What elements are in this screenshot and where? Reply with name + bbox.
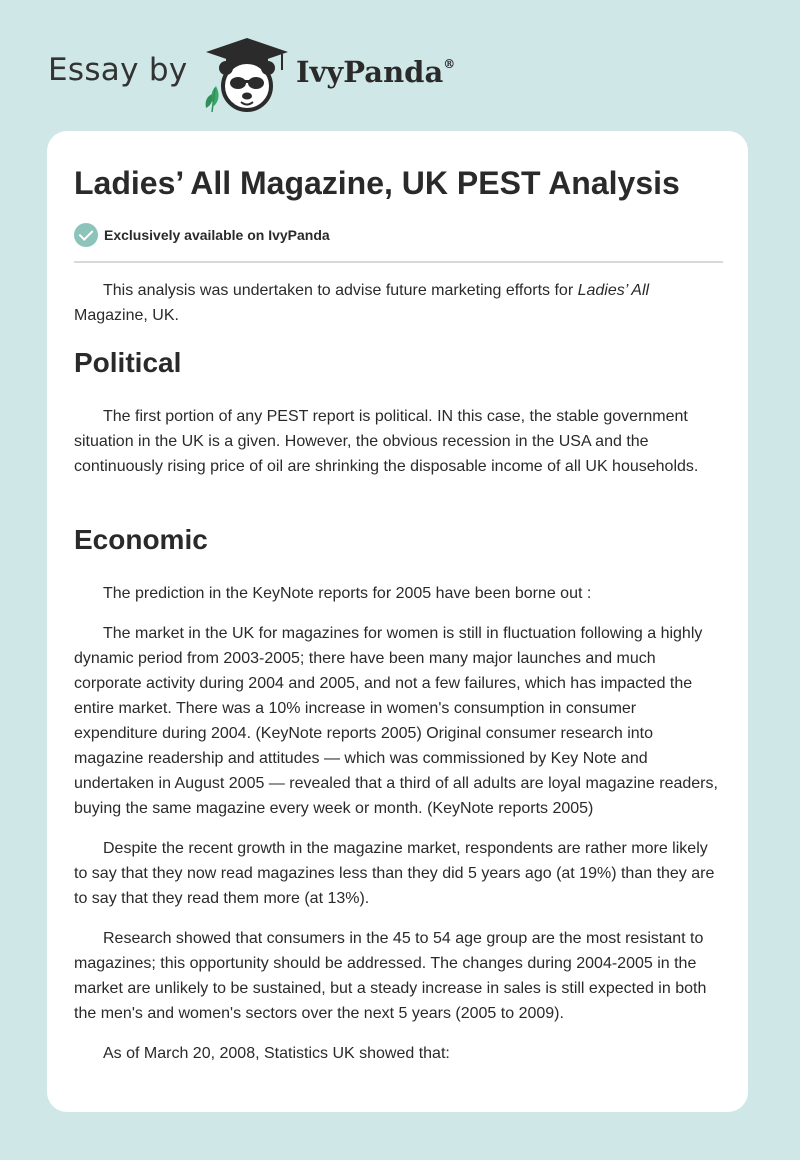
ivypanda-brand[interactable]: IvyPanda® bbox=[296, 55, 456, 89]
paragraph: As of March 20, 2008, Statistics UK showed that: bbox=[103, 1045, 450, 1062]
paragraph: The market in the UK for magazines for women is still in fluctuation following a highly dynamic period from 2003-2005; there have been many major launches and much corporate activity during 2004 and 2005, and not a few failures, which has impacted the entire market. There was a 10% increase in women's consumption in consumer expenditure during 2004. (KeyNote reports 2005) Original consumer research into magazine readership and attitudes — which was commissioned by Key Note and undertaken in August 2005 — revealed that a third of all adults are loyal magazine readers, buying the same magazine every week or month. (KeyNote reports 2005) bbox=[74, 625, 718, 817]
paragraph: Despite the recent growth in the magazine market, respondents are rather more likely to say that they now read magazines less than they did 5 years ago (at 19%) than they are to say that they read them more (at 13%). bbox=[74, 840, 715, 907]
registered-mark: ® bbox=[443, 57, 456, 71]
page-title: Ladies’ All Magazine, UK PEST Analysis bbox=[74, 165, 680, 201]
check-circle-icon bbox=[74, 223, 98, 247]
badge-label: Exclusively available on IvyPanda bbox=[104, 227, 330, 243]
article-card bbox=[47, 131, 748, 1112]
section-heading-economic: Economic bbox=[74, 524, 208, 555]
intro-paragraph: This analysis was undertaken to advise future marketing efforts for Ladies’ All Magazine, UK. bbox=[74, 282, 650, 324]
exclusive-badge bbox=[74, 222, 330, 248]
intro-block bbox=[74, 278, 724, 343]
paragraph: The first portion of any PEST report is political. IN this case, the stable government situation in the UK is a given. However, the obvious recession in the USA and the continuously rising price of oil are shrinking the disposable income of all UK households. bbox=[74, 408, 699, 475]
political-body bbox=[74, 404, 724, 494]
paragraph: The prediction in the KeyNote reports for 2005 have been borne out : bbox=[103, 585, 592, 602]
magazine-name: Ladies’ All bbox=[577, 282, 650, 299]
economic-body bbox=[74, 581, 724, 1081]
paragraph: Research showed that consumers in the 45 to 54 age group are the most resistant to magazines; this opportunity should be addressed. The changes during 2004-2005 in the market are unlikely to be sustained, but a steady increase in sales is still expected in both the men's and women's sectors over the next 5 years (2005 to 2009). bbox=[74, 930, 707, 1022]
essay-by-label: Essay by bbox=[48, 52, 188, 88]
title-divider bbox=[74, 261, 723, 263]
section-heading-political: Political bbox=[74, 347, 182, 378]
site-header bbox=[48, 30, 568, 114]
panda-logo-icon[interactable] bbox=[202, 34, 292, 114]
